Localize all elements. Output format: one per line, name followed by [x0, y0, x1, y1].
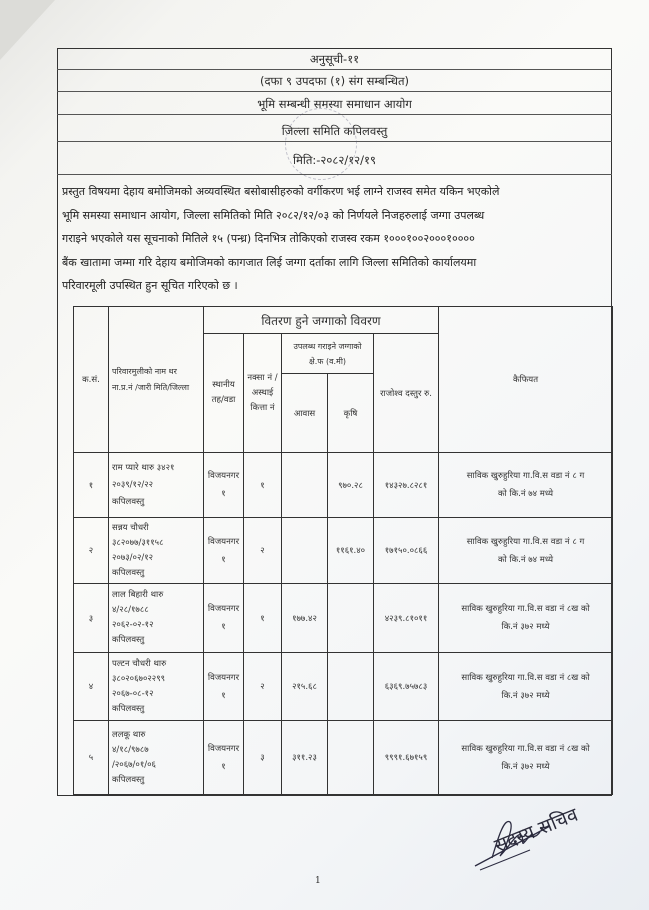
cell-agriculture: ११६१.४०	[328, 518, 374, 584]
notice-line: बैंक खातामा जम्मा गरि देहाय बमोजिमको कागजात लिई जग्गा दर्ताका लागि जिल्ला समितिको कार्यालयमा	[62, 255, 477, 269]
table-row	[74, 518, 613, 584]
name-line: २०३९/१२/२२	[112, 479, 154, 490]
col-header-distribution-group: वितरण हुने जग्गाको विवरण	[204, 307, 439, 334]
name-line: लाल बिहारी थारु	[112, 590, 164, 600]
cell-remarks	[439, 721, 613, 795]
notice-paragraph	[62, 180, 607, 298]
name-line: २०७३/०२/१२	[112, 552, 154, 563]
local-name: विजयनगर	[207, 604, 240, 614]
notice-date: मिति:-२०८२/१२/१९	[57, 147, 612, 175]
cell-agriculture: ९७०.२८	[328, 453, 374, 518]
name-line: ४/२८/१७८८	[112, 605, 149, 615]
land-distribution-table	[73, 306, 613, 795]
col-header-plot-number: नक्सा नं /अस्थाई कित्ता नं	[244, 334, 282, 453]
cell-local-level	[204, 453, 244, 518]
cell-residential: २१५.६८	[282, 653, 328, 721]
local-name: विजयनगर	[207, 672, 240, 683]
name-line: ४/१८/९७८७	[112, 744, 149, 755]
cell-name	[109, 653, 204, 721]
commission-name: भूमि सम्बन्धी समस्या समाधान आयोग	[57, 93, 612, 115]
table-row	[74, 584, 613, 653]
col-header-revenue: राजोश्व दस्तुर रु.	[374, 334, 439, 453]
cell-sn: ४	[74, 653, 109, 721]
notice-line: भूमि समस्या समाधान आयोग, जिल्ला समितिको मिति २०८२/१२/०३ को निर्णयले निजहरुलाई जग्गा उपलब्ध	[62, 208, 485, 222]
cell-residential: १७७.४२	[282, 584, 328, 653]
cell-residential: ३११.२३	[282, 721, 328, 795]
name-line: ३८२०७७/३११५८	[112, 537, 164, 548]
cell-revenue: १७१५०.०८६६	[374, 518, 439, 584]
ward-number: १	[221, 690, 226, 701]
cell-local-level	[204, 721, 244, 795]
table-row	[74, 721, 613, 795]
name-line: २०६७-०८-१२	[112, 688, 154, 699]
notice-line: गराइने भएकोले यस सूचनाको मितिले १५ (पन्ध्र) दिनभित्र तोकिएको राजस्व रकम १०००१००२०००१००००	[62, 232, 475, 245]
cell-residential	[282, 518, 328, 584]
col-header-local-level: स्थानीय तह/वडा	[204, 334, 244, 453]
local-name: विजयनगर	[207, 743, 240, 754]
name-line: ललकू थारु	[112, 729, 146, 740]
cell-remarks	[439, 518, 613, 584]
cell-name	[109, 518, 204, 584]
cell-agriculture	[328, 653, 374, 721]
remark-line: कि.नं ३७२ मध्ये	[501, 690, 550, 701]
remark-line: साविक खुरुहुरिया गा.वि.स वडा नं ८ख को	[461, 672, 590, 683]
cell-local-level	[204, 653, 244, 721]
cell-plot-number: १	[244, 453, 282, 518]
cell-name	[109, 584, 204, 653]
cell-plot-number: २	[244, 518, 282, 584]
name-line: पल्टन चौधरी थारु	[112, 658, 167, 669]
notice-line: परिवारमूली उपस्थित हुन सूचित गरिएको छ ।	[62, 279, 238, 292]
col-header-remarks: कैफियत	[439, 307, 613, 453]
cell-plot-number: १	[244, 584, 282, 653]
col-header-area-group: उपलब्ध गराइने जग्गाको क्षे.फ (व.मी)	[282, 334, 374, 374]
local-name: विजयनगर	[207, 536, 240, 547]
name-line: कपिलवस्तु	[112, 567, 145, 578]
committee-name: जिल्ला समिति कपिलवस्तु	[57, 120, 612, 142]
cell-residential	[282, 453, 328, 518]
name-line: २०६२-०२-१२	[112, 620, 154, 630]
table-row	[74, 653, 613, 721]
name-line: /२०६७/०१/०६	[112, 759, 156, 770]
local-name: विजयनगर	[207, 471, 240, 481]
name-line: कपिलवस्तु	[112, 496, 145, 507]
name-line: कपिलवस्तु	[112, 635, 145, 645]
name-line: राम प्यारे थारु ३४२१	[112, 462, 175, 473]
name-line: सन्नय चौधरी	[112, 522, 149, 533]
remark-line: कि.नं ३७२ मध्ये	[501, 622, 550, 632]
cell-revenue: १४३२७.८२८१	[374, 453, 439, 518]
cell-agriculture	[328, 721, 374, 795]
remark-line: को कि.नं ७४ मध्ये	[497, 554, 554, 565]
remark-line: को कि.नं ७४ मध्ये	[497, 489, 554, 499]
notice-line: प्रस्तुत विषयमा देहाय बमोजिमको अव्यवस्थित बसोबासीहरुको वर्गीकरण भई लाग्ने राजस्व समेत यकिन भएकोले	[62, 185, 500, 198]
col-header-residential: आवास	[282, 374, 328, 453]
cell-remarks	[439, 653, 613, 721]
cell-plot-number: ३	[244, 721, 282, 795]
remark-line: साविक खुरुहुरिया गा.वि.स वडा नं ८ ग	[466, 471, 585, 481]
ward-number: १	[221, 761, 226, 772]
cell-revenue: ९९९१.६७१५९	[374, 721, 439, 795]
name-line: कपिलवस्तु	[112, 774, 145, 785]
remark-line: साविक खुरुहुरिया गा.वि.स वडा नं ८ख को	[461, 604, 590, 614]
cell-remarks	[439, 453, 613, 518]
cell-local-level	[204, 584, 244, 653]
cell-sn: ५	[74, 721, 109, 795]
remark-line: साविक खुरुहुरिया गा.वि.स वडा नं ८ ग	[466, 536, 585, 547]
col-header-name: परिवारमुलीको नाम थर ना.प्र.नं /जारी मिति/जिल्ला	[109, 307, 204, 453]
name-line: कपिलवस्तु	[112, 703, 145, 714]
section-reference: (दफा ९ उपदफा (१) संग सम्बन्धित)	[57, 70, 612, 92]
cell-revenue: ६३६९.७५७८३	[374, 653, 439, 721]
cell-sn: ३	[74, 584, 109, 653]
schedule-title: अनुसूची-११	[57, 48, 612, 70]
cell-agriculture	[328, 584, 374, 653]
cell-revenue: ४२३९.८१०११	[374, 584, 439, 653]
ward-number: १	[221, 554, 226, 565]
cell-name	[109, 453, 204, 518]
cell-name	[109, 721, 204, 795]
remark-line: कि.नं ३७२ मध्ये	[501, 761, 550, 772]
name-line: ३८०२०६७०२२९९	[112, 673, 166, 684]
cell-remarks	[439, 584, 613, 653]
remark-line: साविक खुरुहुरिया गा.वि.स वडा नं ८ख को	[461, 743, 590, 754]
cell-sn: १	[74, 453, 109, 518]
ward-number: १	[221, 622, 226, 632]
table-row	[74, 453, 613, 518]
cell-local-level	[204, 518, 244, 584]
col-header-agriculture: कृषि	[328, 374, 374, 453]
signatory-title: सदस्य सचिव	[491, 803, 582, 858]
ward-number: १	[221, 489, 226, 499]
cell-plot-number: २	[244, 653, 282, 721]
col-header-sn: क.सं.	[74, 307, 109, 453]
cell-sn: २	[74, 518, 109, 584]
page-number: 1	[315, 876, 321, 886]
folded-corner	[0, 0, 55, 60]
